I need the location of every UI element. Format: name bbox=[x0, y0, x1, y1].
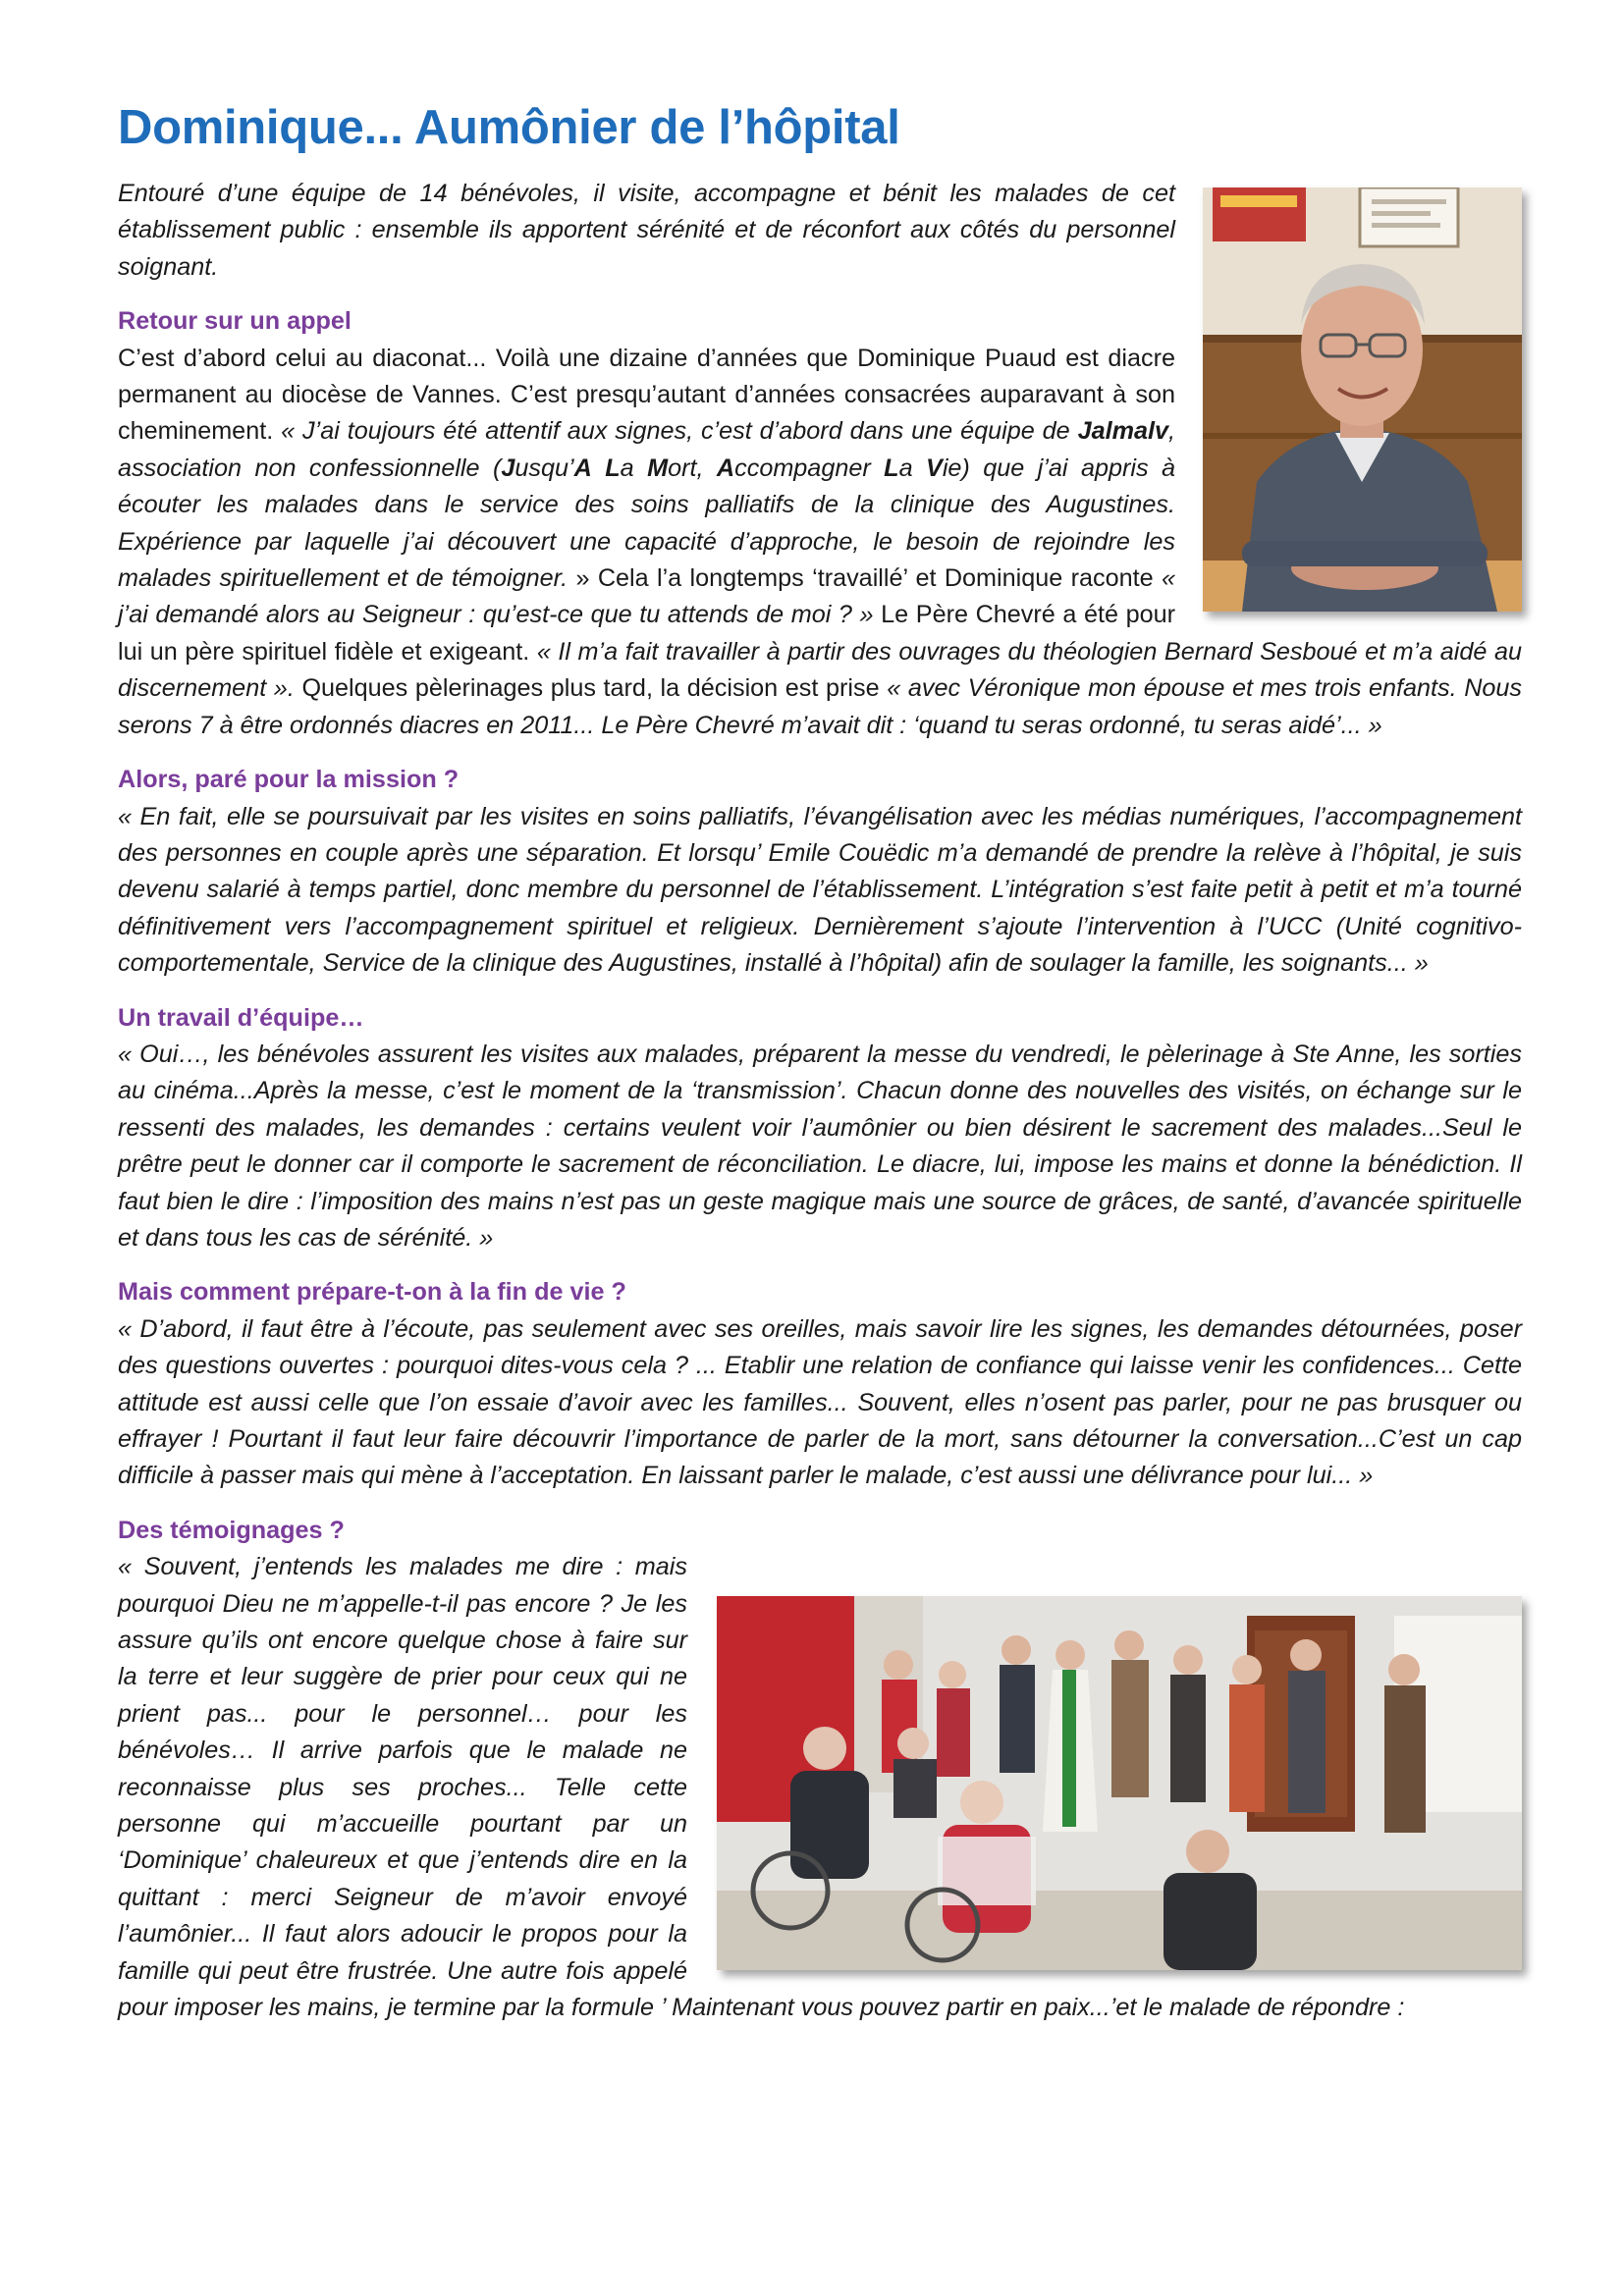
section1-quote-4: « avec Véronique mon épouse et mes trois enfants. Nous serons 7 à être ordonnés diacres en 2011... Le Père Chevré m’avait dit : ‘quand tu seras ordonné, tu seras aidé’... » bbox=[118, 674, 1523, 739]
section-temoignages-text: « Souvent, j’entends les malades me dire : mais pourquoi Dieu ne m’appelle-t-il pas encore ? Je les assure qu’ils ont encore quelque chose à faire sur la terre et leur suggère de prier pour ceux qui ne prient pas... pour le personnel… pour les bénévoles… Il arrive parfois que le malade ne reconnaisse plus ses proches... Telle cette personne qui m’accueille pourtant par un ‘Dominique’ chaleureux et que j’entends dire en la quittant : merci Seigneur de m’avoir envoyé l’aumônier... Il faut alors adoucir le propos pour la famille qui peut être frustrée. Une autre fois appelé pour imposer les mains, je termine par la formule ’ Maintenant vous pouvez partir en paix...’et le malade de répondre : bbox=[118, 1553, 1405, 2022]
acronym-word-jusqu: usqu’ bbox=[514, 454, 574, 482]
section1-quote-1c: ie) que j’ai appris à écouter les malades dans le service des soins palliatifs de la clinique des Augustines. Expérience par laquelle j’ai découvert une capacité d’approche, le besoin de rejoindre les malades spirituellement et de témoigner. bbox=[118, 454, 1175, 593]
acronym-letter-v: V bbox=[926, 454, 943, 482]
intro-text: Entouré d’une équipe de 14 bénévoles, il visite, accompagne et bénit les malades de cet établissement public : ensemble ils apportent sérénité et de réconfort aux côtés du personnel soignant. bbox=[118, 180, 1175, 281]
section1-paragraph-4: Quelques pèlerinages plus tard, la décision est prise bbox=[294, 674, 888, 703]
section1-quote-2: « j’ai demandé alors au Seigneur : qu’est-ce que tu attends de moi ? » bbox=[118, 564, 1175, 629]
acronym-word-la: a bbox=[620, 454, 648, 482]
section-temoignages bbox=[118, 1549, 1522, 2026]
heading-pare-pour-la-mission: Alors, paré pour la mission ? bbox=[118, 766, 460, 794]
heading-travail-d-equipe: Un travail d’équipe… bbox=[118, 1003, 364, 1032]
heading-temoignages: Des témoignages ? bbox=[118, 1516, 345, 1544]
section-mission-text: « En fait, elle se poursuivait par les visites en soins palliatifs, l’évangélisation avec les médias numériques, l’accompagnement des personnes en couple après une séparation. Et lorsqu’ Emile Couëdic m’a demandé de prendre la relève à l’hôpital, je suis devenu salarié à temps partiel, donc membre du personnel de l’établissement. L’intégration s’est faite petit à petit et m’a tourné définitivement vers l’accompagnement spirituel et religieux. Dernièrement s’ajoute l’intervention à l’UCC (Unité cognitivo- comportementale, Service de la clinique des Augustines, installé à l’hôpital) afin de soulager la famille, les soignants... » bbox=[118, 802, 1522, 978]
section1-quote-3: « Il m’a fait travailler à partir des ouvrages du théologien Bernard Sesboué et m’a aidé au discernement ». bbox=[118, 637, 1522, 703]
acronym-letter-j: J bbox=[501, 454, 515, 482]
acronym-letter-l: L bbox=[605, 454, 621, 482]
acronym-letter-m: M bbox=[647, 454, 669, 482]
section-fin-de-vie-text: « D’abord, il faut être à l’écoute, pas seulement avec ses oreilles, mais savoir lire les signes, les demandes détournées, poser des questions ouvertes : pourquoi dites-vous cela ? ... Etablir une relation de confiance qui laisse venir les confidences... Cette attitude est aussi celle que l’on essaie d’avoir avec les familles... Souvent, elles n’osent pas parler, pour ne pas brusquer ou effrayer ! Pourtant il faut leur faire découvrir l’importance de parler de la mort, sans détourner la conversation...C’est un cap difficile à passer mais qui mène à l’acceptation. En laissant parler le malade, c’est aussi une délivrance pour lui... » bbox=[118, 1314, 1522, 1490]
acronym-letter-l2: L bbox=[884, 454, 899, 482]
group-photo-image bbox=[717, 1596, 1522, 1970]
portrait-photo-image bbox=[1203, 187, 1522, 612]
section1-paragraph-2: » Cela l’a longtemps ‘travaillé’ et Dominique raconte bbox=[568, 564, 1162, 593]
acronym-word-la2: a bbox=[898, 454, 927, 482]
page-title: Dominique... Aumônier de l’hôpital bbox=[118, 101, 900, 154]
section1-paragraph-1: C’est d’abord celui au diaconat... Voilà une dizaine d’années que Dominique Puaud est diacre permanent au diocèse de Vannes. C’est presqu’autant d’années consacrées auparavant à son cheminement. bbox=[118, 344, 1175, 446]
acronym-letter-a2: A bbox=[716, 454, 735, 482]
heading-fin-de-vie: Mais comment prépare-t-on à la fin de vie ? bbox=[118, 1278, 626, 1307]
section-equipe-text: « Oui…, les bénévoles assurent les visites aux malades, préparent la messe du vendredi, le pèlerinage à Ste Anne, les sorties au cinéma...Après la messe, c’est le moment de la ‘transmission’. Chacun donne des nouvelles des visités, on échange sur le ressenti des malades, les demandes : certains veulent voir l’aumônier ou bien désirent le sacrement des malades...Seul le prêtre peut le donner car il comporte le sacrement de réconciliation. Le diacre, lui, impose les mains et donne la bénédiction. Il faut bien le dire : l’imposition des mains n’est pas un geste magique mais une source de grâces, de santé, d’avancée spirituelle et dans tous les cas de sérénité. » bbox=[118, 1040, 1522, 1252]
section1-quote-1a: « J’ai toujours été attentif aux signes, c’est d’abord dans une équipe de bbox=[281, 417, 1078, 446]
acronym-word-accompagner: ccompagner bbox=[734, 454, 885, 482]
section1-quote-1b: , association non confessionnelle ( bbox=[118, 417, 1176, 482]
portrait-photo bbox=[1203, 187, 1522, 612]
acronym-space bbox=[592, 454, 605, 482]
acronym-word-mort: ort, bbox=[668, 454, 717, 482]
acronym-letter-a: A bbox=[573, 454, 592, 482]
article bbox=[118, 93, 1522, 2027]
group-photo bbox=[717, 1596, 1522, 1970]
jalmalv-name: Jalmalv bbox=[1077, 417, 1169, 446]
section1-paragraph-3: Le Père Chevré a été pour lui un père spirituel fidèle et exigeant. bbox=[118, 601, 1176, 666]
heading-retour-sur-un-appel: Retour sur un appel bbox=[118, 307, 352, 336]
